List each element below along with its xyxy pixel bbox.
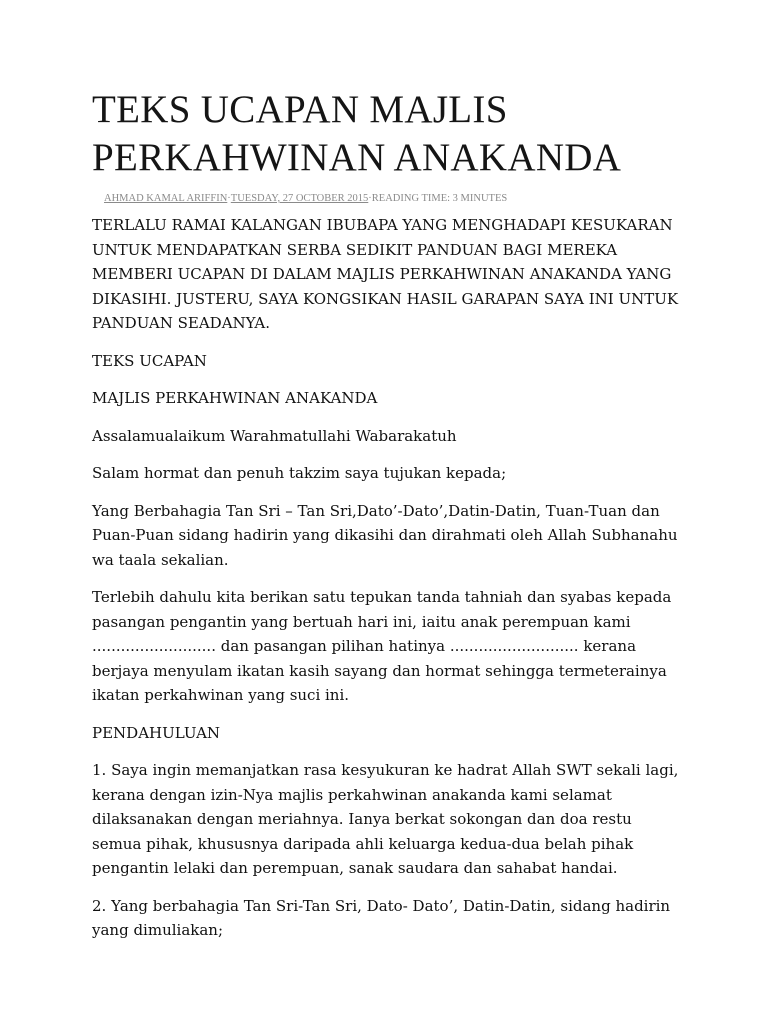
meta-separator: · [368, 193, 372, 204]
date-link[interactable]: TUESDAY, 27 OCTOBER 2015 [230, 193, 369, 204]
author-link[interactable]: AHMAD KAMAL ARIFFIN [104, 193, 228, 204]
section-heading-pendahuluan: PENDAHULUAN [92, 723, 221, 742]
document-page [92, 86, 682, 956]
post-meta [104, 192, 682, 206]
audience-paragraph: Yang Berbahagia Tan Sri – Tan Sri,Dato’-Dato’,Datin-Datin, Tuan-Tuan dan Puan-Puan sidang hadirin yang dikasihi dan dirahmati oleh Allah Subhanahu wa taala sekalian. [92, 501, 678, 569]
heading-majlis: MAJLIS PERKAHWINAN ANAKANDA [92, 389, 378, 407]
salutation-paragraph: Salam hormat dan penuh takzim saya tujukan kepada; [92, 464, 507, 482]
intro-paragraph: TERLALU RAMAI KALANGAN IBUBAPA YANG MENGHADAPI KESUKARAN UNTUK MENDAPATKAN SERBA SEDIKIT PANDUAN BAGI MEREKA MEMBERI UCAPAN DI DALAM MAJLIS PERKAHWINAN ANAKANDA YANG DIKASIHI. JUSTERU, SAYA KONGSIKAN HASIL GARAPAN SAYA INI UNTUK PANDUAN SEADANYA. [92, 216, 679, 332]
meta-separator: · [227, 193, 231, 204]
greeting-paragraph: Assalamualaikum Warahmatullahi Wabarakatuh [92, 426, 457, 445]
page-title: TEKS UCAPAN MAJLIS PERKAHWINAN ANAKANDA [92, 88, 622, 179]
numbered-paragraph-1: 1. Saya ingin memanjatkan rasa kesyukuran ke hadrat Allah SWT sekali lagi, kerana dengan izin-Nya majlis perkahwinan anakanda kami selamat dilaksanakan dengan meriahnya. Ianya berkat sokongan dan doa restu semua pihak, khususnya daripada ahli keluarga kedua-dua belah pihak pengantin lelaki dan perempuan, sanak saudara dan sahabat handai. [92, 761, 679, 877]
numbered-paragraph-2: 2. Yang berbahagia Tan Sri-Tan Sri, Dato- Dato’, Datin-Datin, sidang hadirin yang dimuliakan; [92, 896, 671, 939]
article-body [92, 213, 682, 943]
congratulation-paragraph: Terlebih dahulu kita berikan satu tepukan tanda tahniah dan syabas kepada pasangan pengantin yang bertuah hari ini, iaitu anak perempuan kami .......................... dan pasangan pilihan hatinya ........................... kerana berjaya menyulam ikatan kasih sayang dan hormat sehingga termeterainya ikatan perkahwinan yang suci ini. [92, 588, 672, 704]
reading-time: READING TIME: 3 MINUTES [371, 193, 508, 204]
heading-teks-ucapan: TEKS UCAPAN [92, 351, 207, 370]
